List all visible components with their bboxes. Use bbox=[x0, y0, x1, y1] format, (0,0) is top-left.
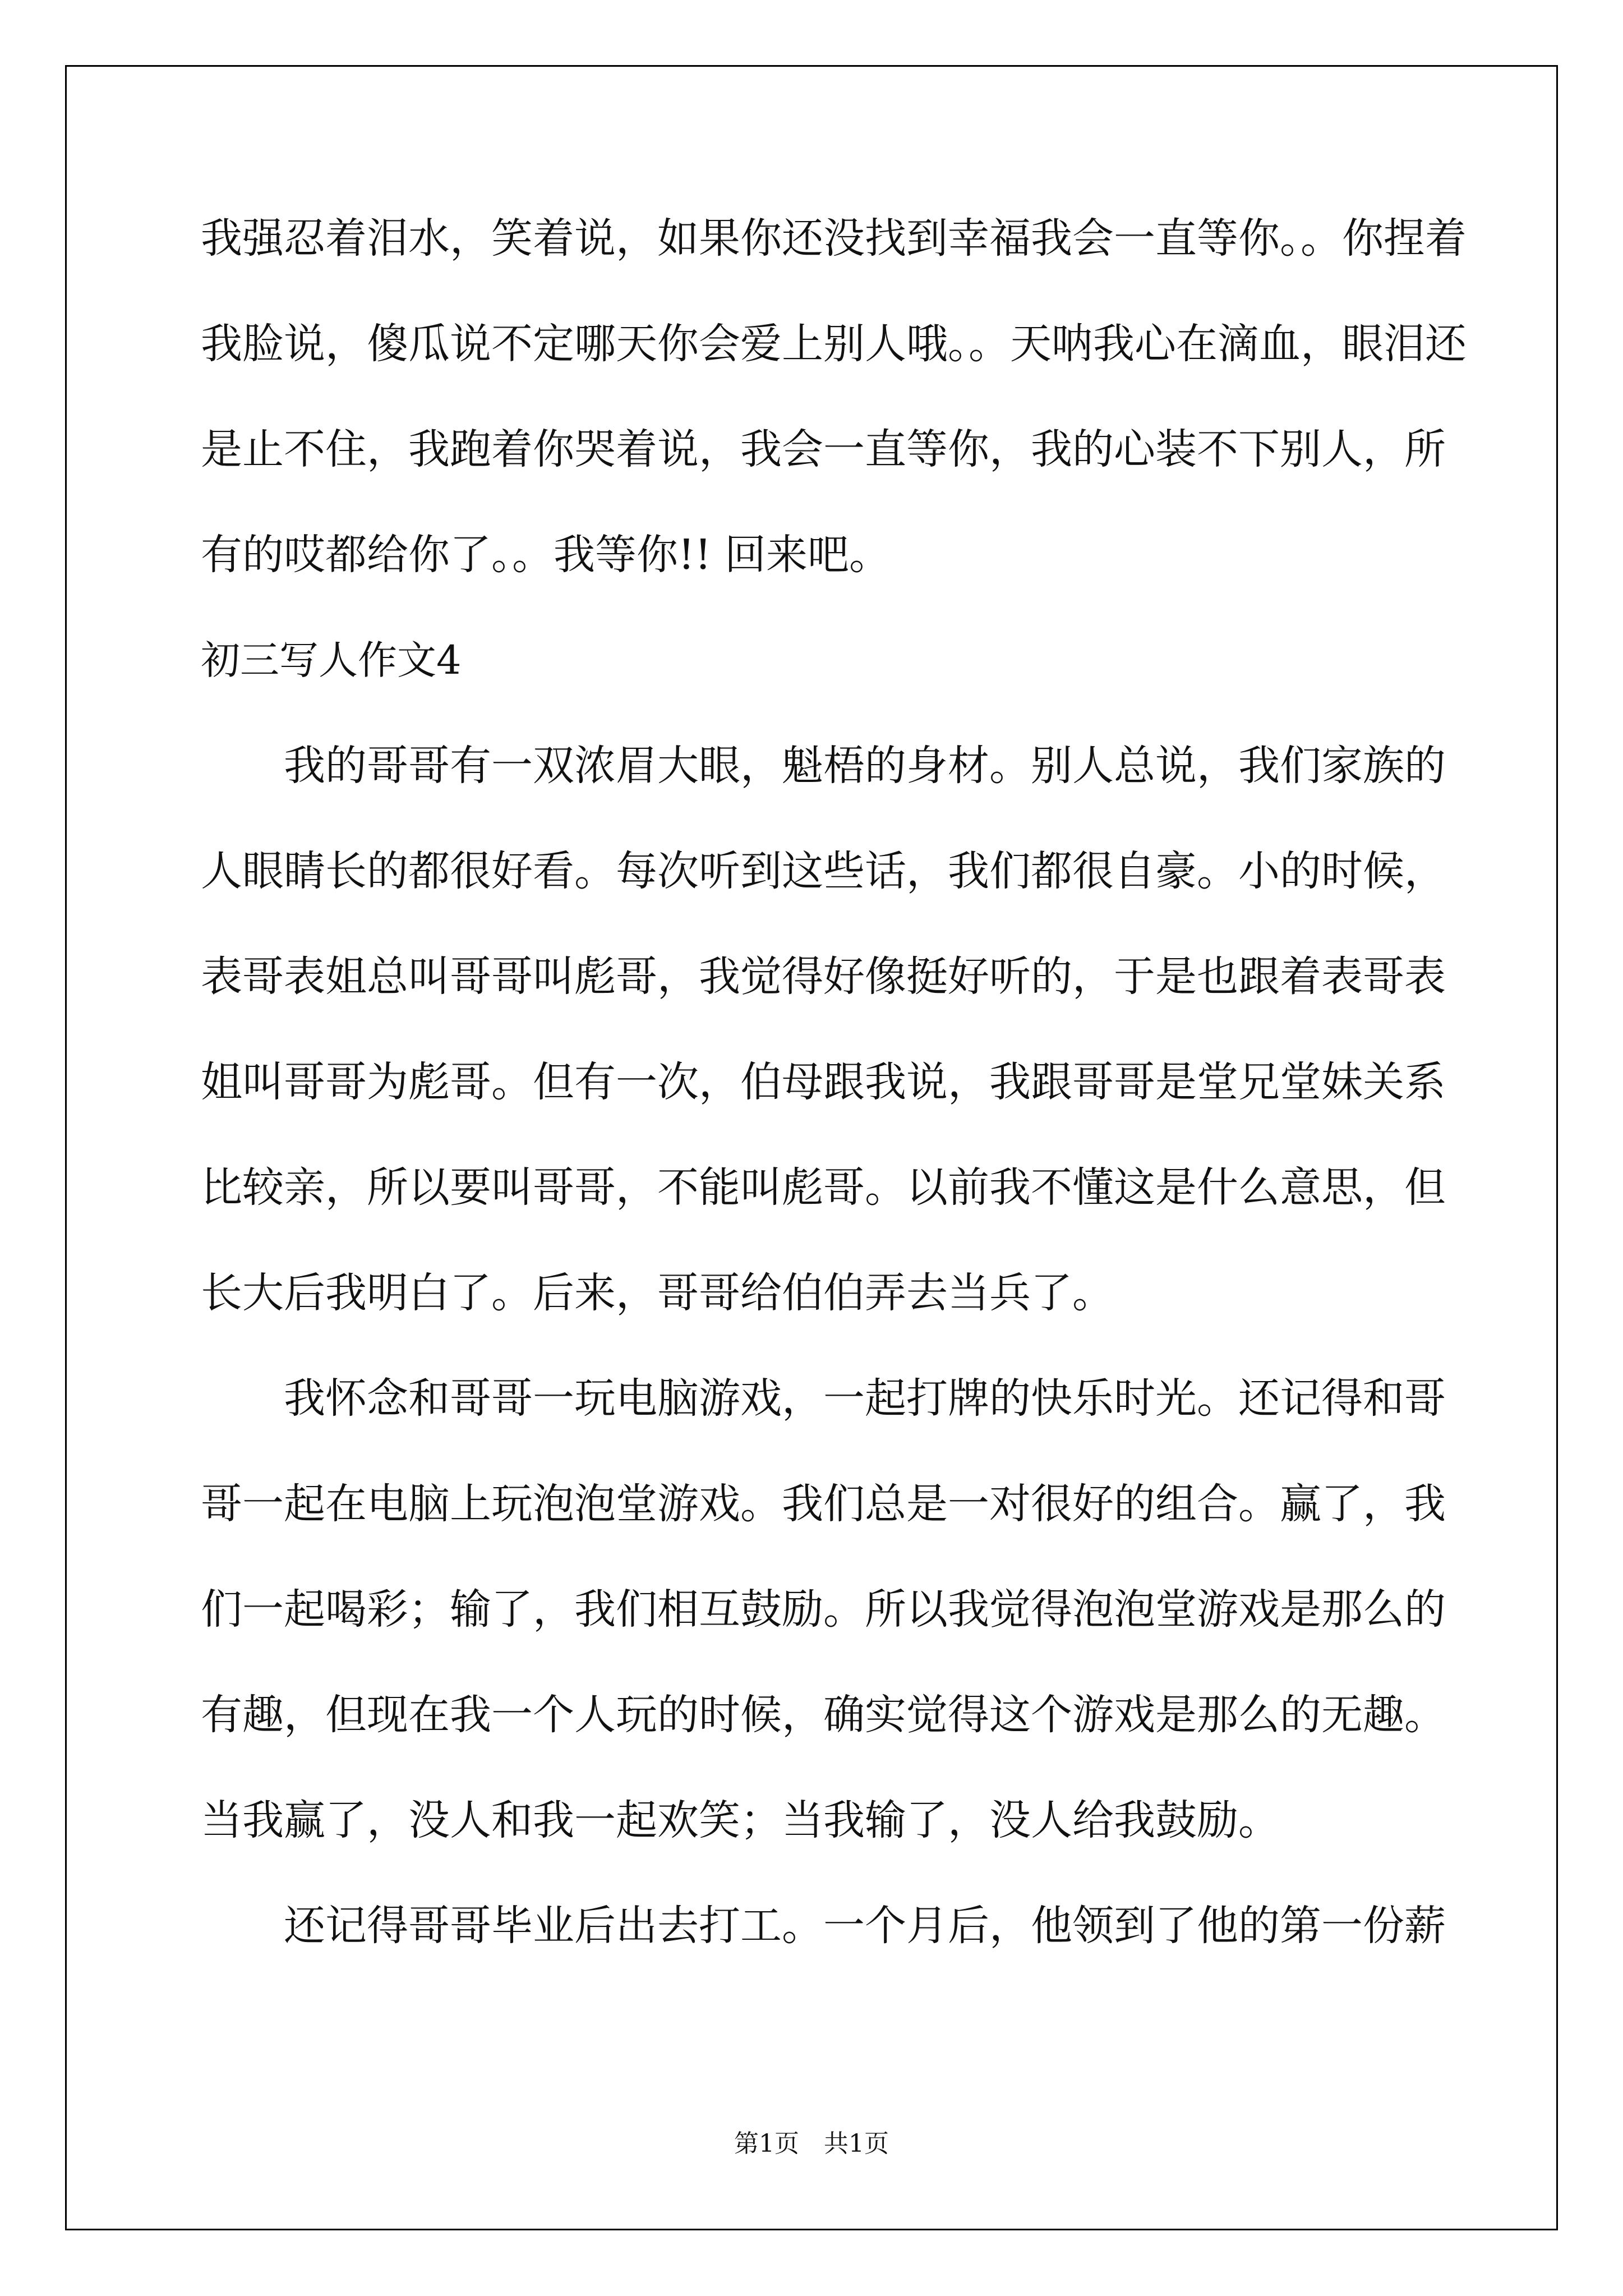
text-line: 有的哎都给你了。。我等你!! 回来吧。 bbox=[201, 531, 891, 579]
section-heading: 初三写人作文4 bbox=[201, 637, 462, 683]
paragraph-start: 我怀念和哥哥一玩电脑游戏，一起打牌的快乐时光。还记得和哥 bbox=[284, 1374, 1446, 1423]
text-line: 姐叫哥哥为彪哥。但有一次，伯母跟我说，我跟哥哥是堂兄堂妹关系 bbox=[201, 1058, 1446, 1106]
text-line: 是止不住，我跑着你哭着说，我会一直等你，我的心装不下别人，所 bbox=[201, 425, 1446, 473]
text-line: 我强忍着泪水，笑着说，如果你还没找到幸福我会一直等你。。你捏着 bbox=[201, 214, 1467, 263]
paragraph-start: 还记得哥哥毕业后出去打工。一个月后，他领到了他的第一份薪 bbox=[284, 1902, 1446, 1950]
text-line: 当我赢了，没人和我一起欢笑；当我输了，没人给我鼓励。 bbox=[201, 1796, 1280, 1844]
text-line: 比较亲，所以要叫哥哥，不能叫彪哥。以前我不懂这是什么意思，但 bbox=[201, 1163, 1446, 1212]
document-body bbox=[201, 210, 1467, 2003]
text-line: 哥一起在电脑上玩泡泡堂游戏。我们总是一对很好的组合。赢了，我 bbox=[201, 1480, 1446, 1528]
page-footer: 第1页 共1页 bbox=[734, 2129, 889, 2158]
text-line: 表哥表姐总叫哥哥叫彪哥，我觉得好像挺好听的，于是也跟着表哥表 bbox=[201, 953, 1446, 1001]
text-line: 我脸说，傻瓜说不定哪天你会爱上别人哦。。天呐我心在滴血，眼泪还 bbox=[201, 320, 1467, 368]
text-line: 长大后我明白了。后来，哥哥给伯伯弄去当兵了。 bbox=[201, 1269, 1114, 1317]
paragraph-start: 我的哥哥有一双浓眉大眼，魁梧的身材。别人总说，我们家族的 bbox=[284, 742, 1446, 790]
text-line: 有趣，但现在我一个人玩的时候，确实觉得这个游戏是那么的无趣。 bbox=[201, 1691, 1446, 1739]
text-line: 们一起喝彩；输了，我们相互鼓励。所以我觉得泡泡堂游戏是那么的 bbox=[201, 1585, 1446, 1634]
text-line: 人眼睛长的都很好看。每次听到这些话，我们都很自豪。小的时候， bbox=[201, 847, 1446, 895]
